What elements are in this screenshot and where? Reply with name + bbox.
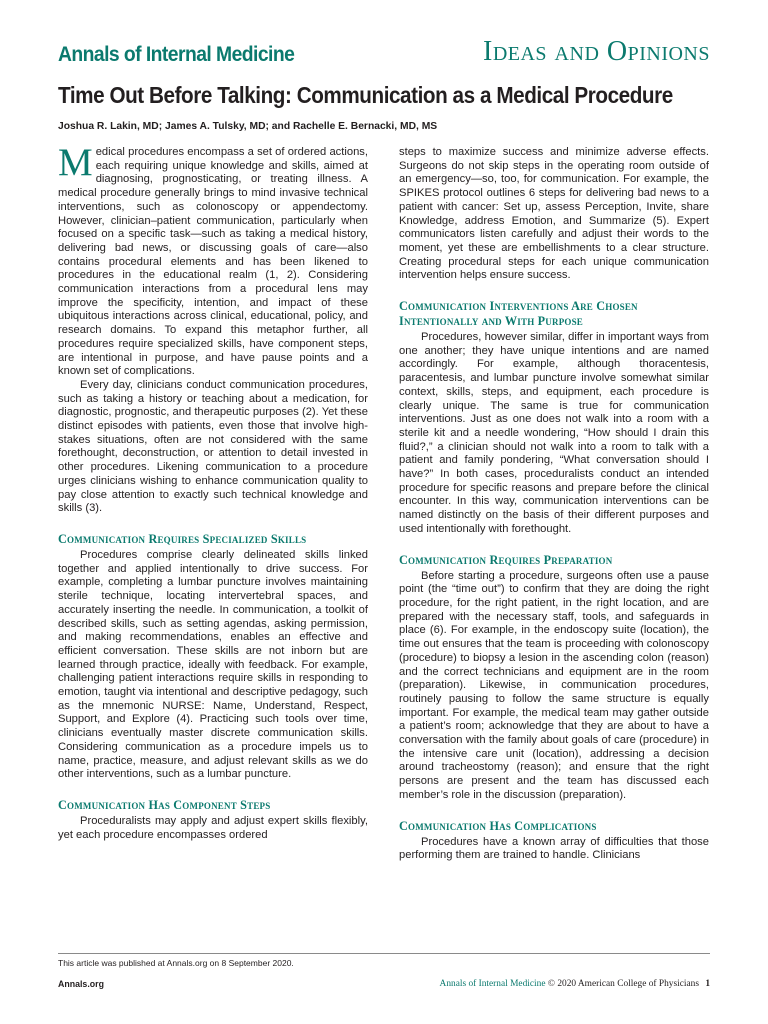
steps-paragraph-start: Proceduralists may apply and adjust expert skills flexibly, yet each procedure encompasses ordered bbox=[58, 814, 368, 841]
heading-chosen-intentionally: Communication Interventions Are Chosen Intentionally and With Purpose bbox=[399, 299, 638, 329]
preparation-paragraph: Before starting a procedure, surgeons often use a pause point (the “time out”) to confirm that they are doing the right procedure, for the right patient, in the right location, and are prepared with the necessary staff, tools, and safeguards in place (6). For example, in the endoscopy suite (location), the time out ensures that the team is proceeding with colonoscopy (procedure) to biopsy a lesion in the ascending colon (reason) and the correct technicians and equipment are in the room (preparation). Likewise, in communication procedures, routinely pausing to follow the same structure is equally important. For example, the medical team may gather outside a patient’s room; acknowledge that they are about to have a conversation with the family about goals of care (procedure) in the intensive care unit (location), addressing a decision around tracheostomy (reason); and ensure that the right persons are present and the team has discussed each member’s role in the discussion (preparation). bbox=[399, 569, 709, 801]
footer-journal: Annals of Internal Medicine bbox=[439, 979, 546, 989]
article-authors: Joshua R. Lakin, MD; James A. Tulsky, MD; and Rachelle E. Bernacki, MD, MS bbox=[58, 121, 438, 132]
chosen-paragraph: Procedures, however similar, differ in important ways from one another; they have unique intentions and are named accordingly. For example, although thoracentesis, paracentesis, and lumbar puncture involve somewhat similar context, skills, steps, and equipment, each procedure is clearly unique. The same is true for communication interventions. Just as one does not walk into a room with a sterile kit and a needle wondering, “How should I drain this fluid?,” a clinician should not walk into a room to talk with a patient and family pondering, “What conversation should I have?” In both cases, proceduralists conduct an intended procedure for specific reasons and prepare before the clinical encounter. In this way, communication interventions can be named distinctly on the basis of their different purposes and used intentionally with forethought. bbox=[399, 331, 709, 535]
section-label: Ideas and Opinions bbox=[483, 36, 710, 67]
heading-complications: Communication Has Complications bbox=[399, 818, 597, 833]
footer-copyright: © 2020 American College of Physicians bbox=[547, 979, 699, 989]
page-number: 1 bbox=[705, 979, 710, 989]
journal-logo: Annals of Internal Medicine bbox=[58, 43, 295, 66]
footer-citation bbox=[440, 979, 710, 989]
complications-paragraph: Procedures have a known array of difficulties that those performing them are trained to handle. Clinicians bbox=[399, 835, 709, 862]
publication-note: This article was published at Annals.org on 8 September 2020. bbox=[58, 958, 294, 968]
site-link[interactable]: Annals.org bbox=[58, 979, 104, 989]
intro-paragraph-2: Every day, clinicians conduct communication procedures, such as taking a history or teaching about a medication, for diagnostic, prognostic, and therapeutic purposes (2). Yet these distinct episodes with patients, even those that involve high-stakes situations, often are not considered with the same forethought, deconstruction, or attention to detail invested in other procedures. Likening communication to a procedure urges clinicians wishing to enhance communication quality to pay close attention to exactly such technical knowledge and skills (3). bbox=[58, 378, 368, 515]
heading-preparation: Communication Requires Preparation bbox=[399, 552, 613, 567]
skills-paragraph: Procedures comprise clearly delineated skills linked together and applied intentionally to drive success. For example, completing a lumbar puncture involves maintaining sterile technique, locating intervertebral spaces, and accurately inserting the needle. In communication, a toolkit of described skills, such as setting agendas, asking permission, and making recommendations, enables an effective and efficient conversation. These skills are not inborn but are learned through practice, ideally with feedback. For example, challenging patient interactions require skills in responding to emotion, taught via intentional and descriptive pedagogy, such as the mnemonic NURSE: Name, Understand, Respect, Support, and Explore (4). Practicing such tools over time, clinicians eventually master discrete communication skills. Considering communication as a procedure impels us to name, practice, measure, and adjust relevant skills as we do other interventions, such as a lumbar puncture. bbox=[58, 548, 368, 781]
intro-paragraph-1-text: edical procedures encompass a set of ordered actions, each requiring unique knowledge and skills, aimed at diagnosing, prognosticating, or treating illness. A medical procedure generally brings to mind invasive technical interventions, such as colonoscopy or appendectomy. However, clinician–patient communication, particularly when focused on a specific task—such as taking a medical history, delivering bad news, or discussing goals of care—also contains procedural elements and has been likened to procedures in the educational realm (1, 2). Considering communication interactions from a procedural lens may improve the specificity, intention, and impact of these ubiquitous interactions across clinical, educational, policy, and research domains. To expand this metaphor further, all procedures require specialized skills, have component steps, are intentional in purpose, and have pause points and a known set of complications. bbox=[58, 146, 368, 378]
intro-paragraph-1 bbox=[58, 141, 368, 379]
steps-paragraph-continued: steps to maximize success and minimize adverse effects. Surgeons do not skip steps in the operating room outside of an emergency—so, too, for communication. For example, the SPIKES protocol outlines 6 steps for delivering bad news to a patient with cancer: Set up, assess Perception, Invite, share Knowledge, address Emotion, and Summarize (5). Expert communicators listen carefully and adjust their words to the moment, yet these are embellishments to a clear structure. Creating procedural steps for each unique communication intervention helps ensure success. bbox=[399, 146, 709, 282]
heading-component-steps: Communication Has Component Steps bbox=[58, 797, 271, 812]
footer-divider bbox=[58, 953, 710, 954]
left-column bbox=[58, 141, 368, 842]
drop-cap: M bbox=[58, 141, 93, 184]
right-column bbox=[399, 146, 709, 863]
heading-specialized-skills: Communication Requires Specialized Skills bbox=[58, 531, 307, 546]
article-title: Time Out Before Talking: Communication as a Medical Procedure bbox=[58, 82, 673, 108]
